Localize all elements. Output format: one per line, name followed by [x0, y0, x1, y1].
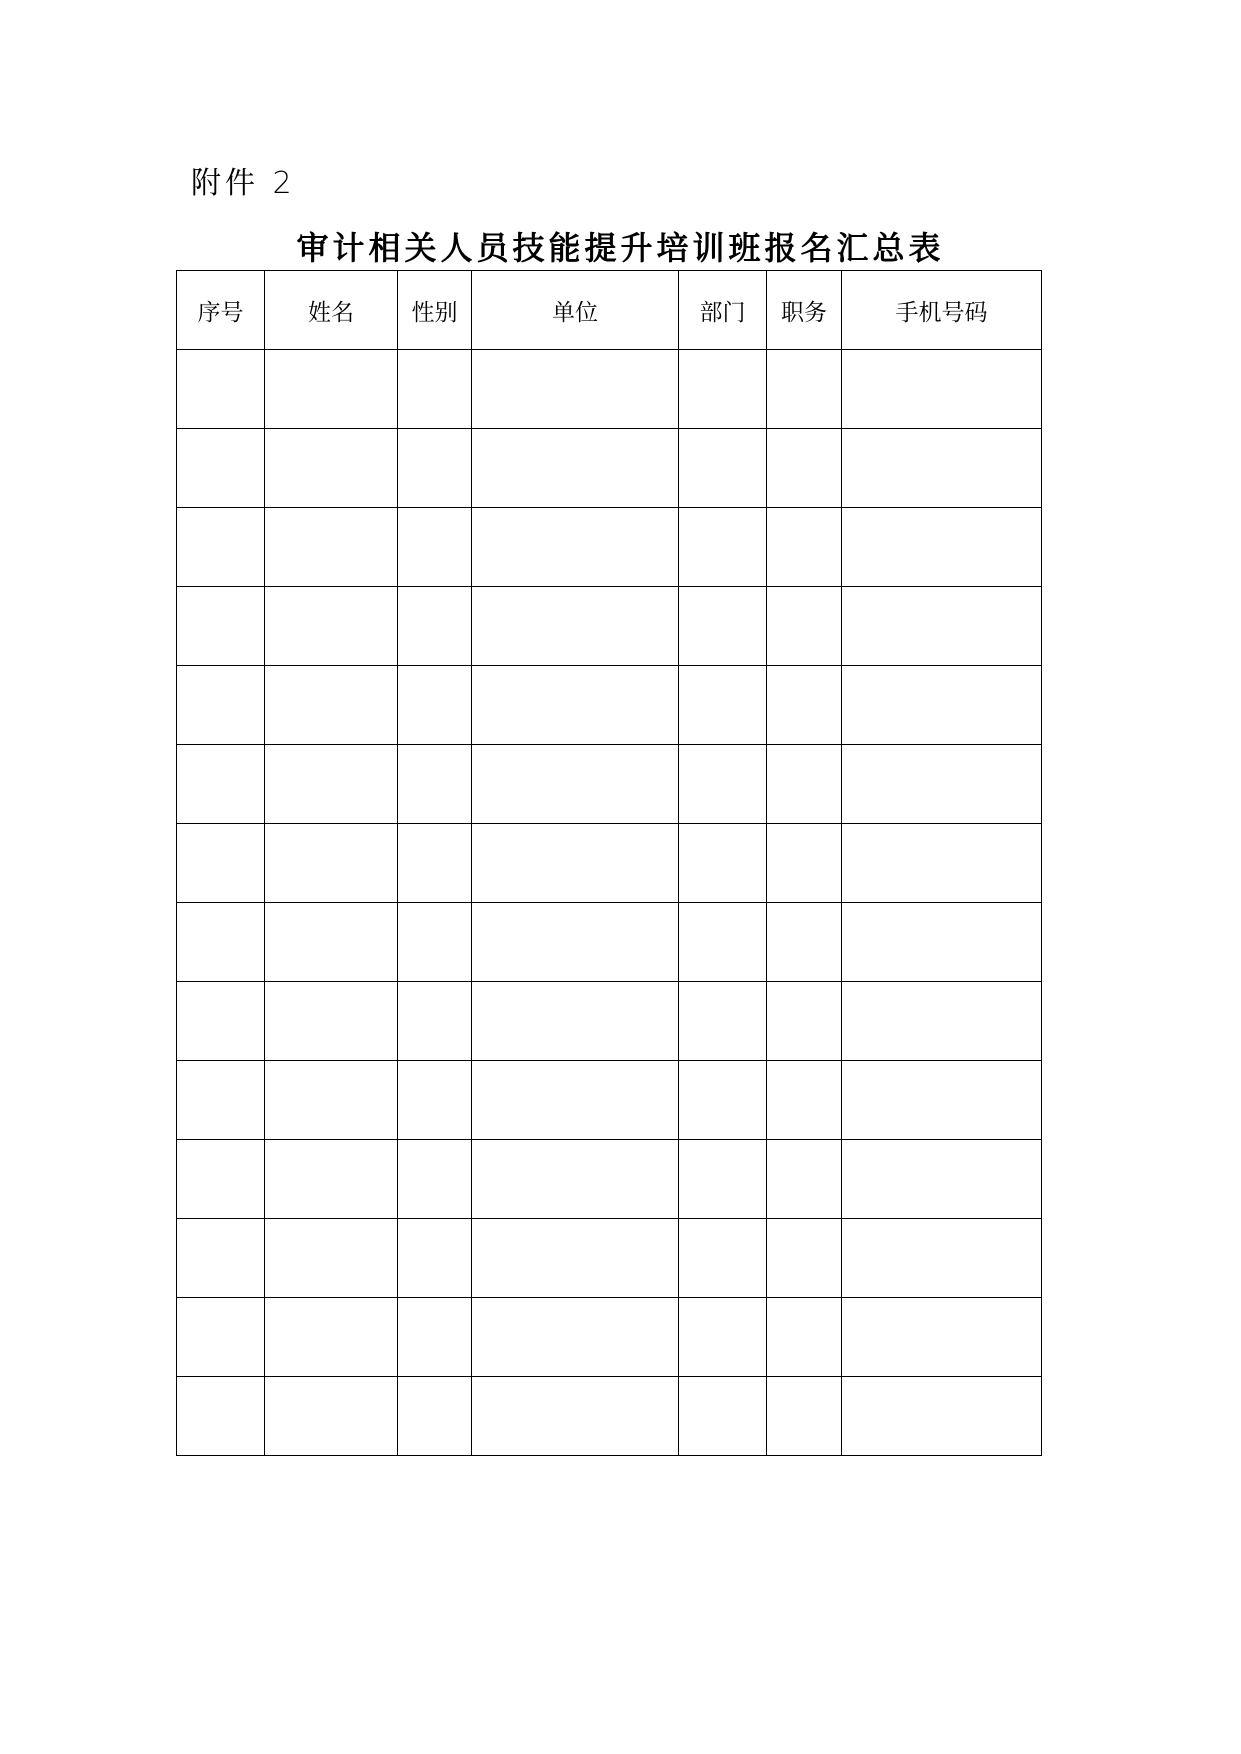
cell-mobile-number[interactable] [842, 508, 1042, 587]
cell-organization[interactable] [472, 587, 679, 666]
header-serial-number: 序号 [177, 271, 265, 350]
registration-table [176, 270, 1042, 1456]
cell-name[interactable] [265, 1061, 398, 1140]
table-row [177, 350, 1042, 429]
cell-organization[interactable] [472, 666, 679, 745]
page-title: 审计相关人员技能提升培训班报名汇总表 [296, 229, 945, 267]
table-row [177, 587, 1042, 666]
cell-organization[interactable] [472, 1140, 679, 1219]
cell-organization[interactable] [472, 982, 679, 1061]
cell-position[interactable] [767, 350, 842, 429]
table-row [177, 1061, 1042, 1140]
cell-position[interactable] [767, 982, 842, 1061]
cell-organization[interactable] [472, 1219, 679, 1298]
header-gender: 性别 [398, 271, 472, 350]
table-header-row [177, 271, 1042, 350]
cell-organization[interactable] [472, 1298, 679, 1377]
cell-department[interactable] [679, 429, 767, 508]
table-row [177, 508, 1042, 587]
cell-department[interactable] [679, 1377, 767, 1456]
cell-mobile-number[interactable] [842, 1298, 1042, 1377]
cell-position[interactable] [767, 1377, 842, 1456]
table-row [177, 982, 1042, 1061]
cell-mobile-number[interactable] [842, 745, 1042, 824]
cell-organization[interactable] [472, 903, 679, 982]
cell-position[interactable] [767, 1219, 842, 1298]
cell-gender[interactable] [398, 1298, 472, 1377]
cell-organization[interactable] [472, 350, 679, 429]
cell-name[interactable] [265, 745, 398, 824]
cell-department[interactable] [679, 666, 767, 745]
cell-serial-number[interactable] [177, 508, 265, 587]
cell-department[interactable] [679, 1219, 767, 1298]
table-row [177, 1140, 1042, 1219]
cell-department[interactable] [679, 1140, 767, 1219]
cell-gender[interactable] [398, 666, 472, 745]
cell-serial-number[interactable] [177, 982, 265, 1061]
cell-mobile-number[interactable] [842, 1140, 1042, 1219]
cell-gender[interactable] [398, 745, 472, 824]
cell-name[interactable] [265, 824, 398, 903]
cell-serial-number[interactable] [177, 587, 265, 666]
cell-position[interactable] [767, 903, 842, 982]
header-department: 部门 [679, 271, 767, 350]
attachment-label: 附件 2 [191, 166, 296, 201]
table-row [177, 745, 1042, 824]
cell-mobile-number[interactable] [842, 1219, 1042, 1298]
table-row [177, 1377, 1042, 1456]
cell-mobile-number[interactable] [842, 587, 1042, 666]
cell-gender[interactable] [398, 903, 472, 982]
cell-serial-number[interactable] [177, 903, 265, 982]
cell-position[interactable] [767, 1140, 842, 1219]
cell-mobile-number[interactable] [842, 666, 1042, 745]
cell-department[interactable] [679, 1298, 767, 1377]
table-body [177, 350, 1042, 1456]
header-name: 姓名 [265, 271, 398, 350]
cell-gender[interactable] [398, 982, 472, 1061]
cell-gender[interactable] [398, 508, 472, 587]
cell-position[interactable] [767, 1061, 842, 1140]
table-row [177, 824, 1042, 903]
cell-serial-number[interactable] [177, 1377, 265, 1456]
cell-position[interactable] [767, 1298, 842, 1377]
cell-department[interactable] [679, 824, 767, 903]
cell-mobile-number[interactable] [842, 982, 1042, 1061]
cell-organization[interactable] [472, 508, 679, 587]
cell-position[interactable] [767, 745, 842, 824]
header-organization: 单位 [472, 271, 679, 350]
cell-organization[interactable] [472, 429, 679, 508]
cell-gender[interactable] [398, 824, 472, 903]
cell-position[interactable] [767, 666, 842, 745]
header-mobile-number: 手机号码 [842, 271, 1042, 350]
table-row [177, 1219, 1042, 1298]
table-row [177, 1298, 1042, 1377]
cell-mobile-number[interactable] [842, 903, 1042, 982]
cell-name[interactable] [265, 350, 398, 429]
cell-gender[interactable] [398, 587, 472, 666]
cell-serial-number[interactable] [177, 350, 265, 429]
cell-name[interactable] [265, 1298, 398, 1377]
cell-department[interactable] [679, 587, 767, 666]
cell-name[interactable] [265, 1140, 398, 1219]
cell-name[interactable] [265, 1377, 398, 1456]
table-row [177, 903, 1042, 982]
cell-serial-number[interactable] [177, 1298, 265, 1377]
cell-department[interactable] [679, 508, 767, 587]
cell-organization[interactable] [472, 745, 679, 824]
cell-serial-number[interactable] [177, 745, 265, 824]
cell-name[interactable] [265, 429, 398, 508]
cell-serial-number[interactable] [177, 1061, 265, 1140]
cell-name[interactable] [265, 587, 398, 666]
cell-mobile-number[interactable] [842, 350, 1042, 429]
table-row [177, 666, 1042, 745]
cell-gender[interactable] [398, 1219, 472, 1298]
cell-name[interactable] [265, 903, 398, 982]
cell-position[interactable] [767, 429, 842, 508]
cell-gender[interactable] [398, 1140, 472, 1219]
cell-gender[interactable] [398, 429, 472, 508]
cell-serial-number[interactable] [177, 824, 265, 903]
cell-department[interactable] [679, 745, 767, 824]
cell-organization[interactable] [472, 1061, 679, 1140]
cell-department[interactable] [679, 350, 767, 429]
cell-department[interactable] [679, 982, 767, 1061]
cell-organization[interactable] [472, 824, 679, 903]
cell-name[interactable] [265, 982, 398, 1061]
cell-serial-number[interactable] [177, 666, 265, 745]
cell-position[interactable] [767, 587, 842, 666]
cell-name[interactable] [265, 1219, 398, 1298]
cell-serial-number[interactable] [177, 1140, 265, 1219]
cell-serial-number[interactable] [177, 429, 265, 508]
cell-position[interactable] [767, 824, 842, 903]
cell-department[interactable] [679, 1061, 767, 1140]
cell-mobile-number[interactable] [842, 824, 1042, 903]
cell-serial-number[interactable] [177, 1219, 265, 1298]
cell-mobile-number[interactable] [842, 1061, 1042, 1140]
cell-gender[interactable] [398, 350, 472, 429]
cell-department[interactable] [679, 903, 767, 982]
cell-name[interactable] [265, 666, 398, 745]
cell-mobile-number[interactable] [842, 1377, 1042, 1456]
cell-organization[interactable] [472, 1377, 679, 1456]
cell-mobile-number[interactable] [842, 429, 1042, 508]
cell-position[interactable] [767, 508, 842, 587]
cell-gender[interactable] [398, 1061, 472, 1140]
header-position: 职务 [767, 271, 842, 350]
cell-gender[interactable] [398, 1377, 472, 1456]
cell-name[interactable] [265, 508, 398, 587]
table-row [177, 429, 1042, 508]
